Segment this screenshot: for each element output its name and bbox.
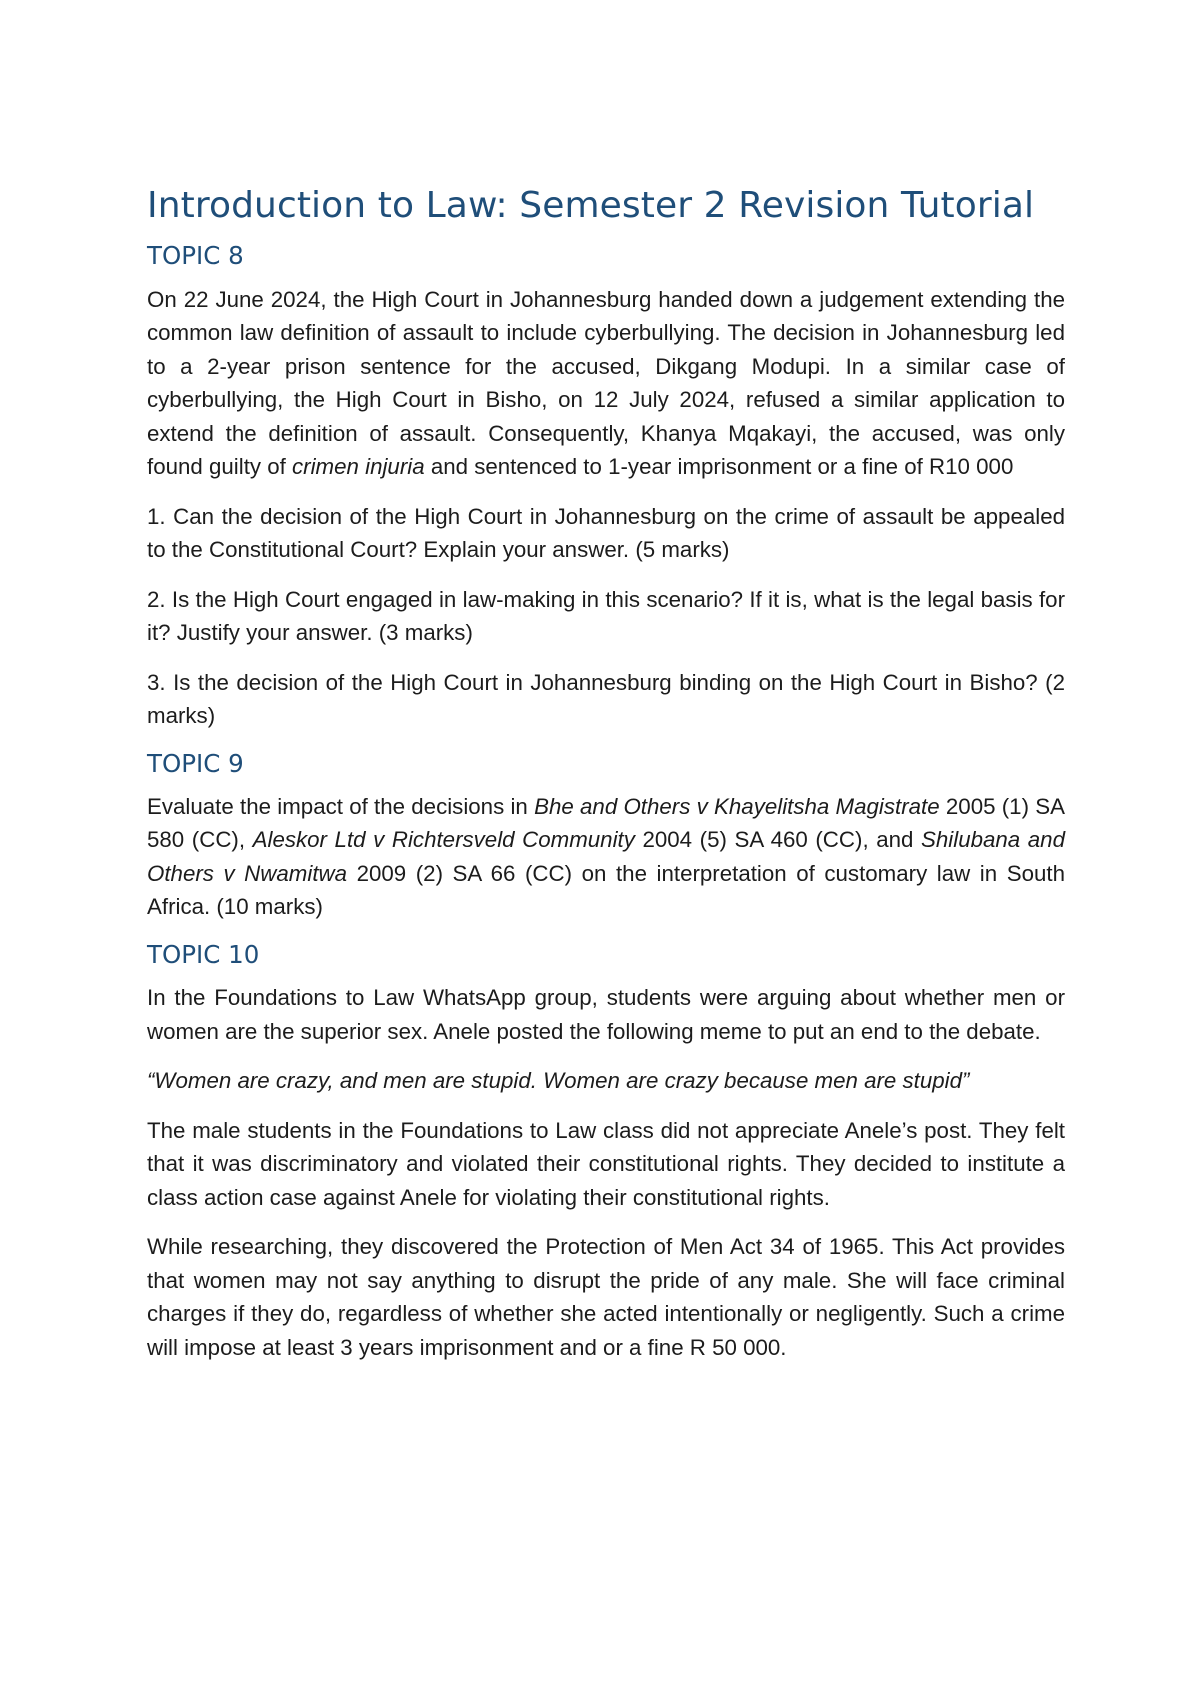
topic-10-paragraph-1: In the Foundations to Law WhatsApp group, students were arguing about whether men or women are the superior sex. Anele posted the following meme to put an end to the debate. [147,985,1065,1044]
topic-8-heading: TOPIC 8 [147,241,244,271]
topic-9-text-1: Evaluate the impact of the decisions in [147,793,535,819]
topic-8-scenario [147,283,1065,484]
topic-8-scenario-part1: On 22 June 2024, the High Court in Johannesburg handed down a judgement extending the common law definition of assault to include cyberbullying. The decision in Johannesburg led to a 2-year prison sentence for the accused, Dikgang Modupi. In a similar case of cyberbullying, the High Court in Bisho, on 12 July 2024, refused a similar application to extend the definition of assault. Consequently, Khanya Mqakayi, the accused, was only found guilty of [147,286,1065,480]
topic-8-question-2: 2. Is the High Court engaged in law-making in this scenario? If it is, what is the legal basis for it? Justify your answer. (3 marks) [147,586,1065,646]
topic-9-case-1: Bhe and Others v Khayelitsha Magistrate [534,793,940,819]
topic-8-question-3: 3. Is the decision of the High Court in Johannesburg binding on the High Court in Bisho? (2 marks) [147,669,1065,729]
topic-10-heading: TOPIC 10 [147,939,260,969]
topic-10-paragraph-2: The male students in the Foundations to Law class did not appreciate Anele’s post. They felt that it was discriminatory and violated their constitutional rights. They decided to institute a class action case against Anele for violating their constitutional rights. [147,1117,1065,1210]
topic-9-text-4: 2009 (2) SA 66 (CC) on the interpretation of customary law in South Africa. (10 marks) [147,860,1065,920]
topic-10-paragraph-3: While researching, they discovered the Protection of Men Act 34 of 1965. This Act provides that women may not say anything to disrupt the pride of any male. She will face criminal charges if they do, regardless of whether she acted intentionally or negligently. Such a crime will impose at least 3 years imprisonment and or a fine R 50 000. [147,1234,1065,1360]
topic-9-case-2: Aleskor Ltd v Richtersveld Community [252,827,635,853]
topic-9-question [147,790,1065,924]
topic-8-scenario-part2: and sentenced to 1-year imprisonment or a fine of R10 000 [424,454,1014,480]
document-page [147,170,1065,1380]
topic-10-meme-quote [147,1064,1065,1098]
topic-9-text-2: 2005 (1) SA 580 (CC), [147,793,1066,853]
meme-quote-text: “Women are crazy, and men are stupid. Women are crazy because men are stupid” [147,1068,970,1094]
topic-9-text-3: 2004 (5) SA 460 (CC), and [634,827,922,853]
topic-9-heading: TOPIC 9 [147,748,244,778]
topic-8-scenario-italic: crimen injuria [292,454,425,480]
document-title: Introduction to Law: Semester 2 Revision Tutorial [147,185,1035,226]
topic-9-case-3: Shilubana and Others v Nwamitwa [147,827,1065,886]
topic-8-question-1: 1. Can the decision of the High Court in Johannesburg on the crime of assault be appealed to the Constitutional Court? Explain your answer. (5 marks) [147,503,1065,563]
